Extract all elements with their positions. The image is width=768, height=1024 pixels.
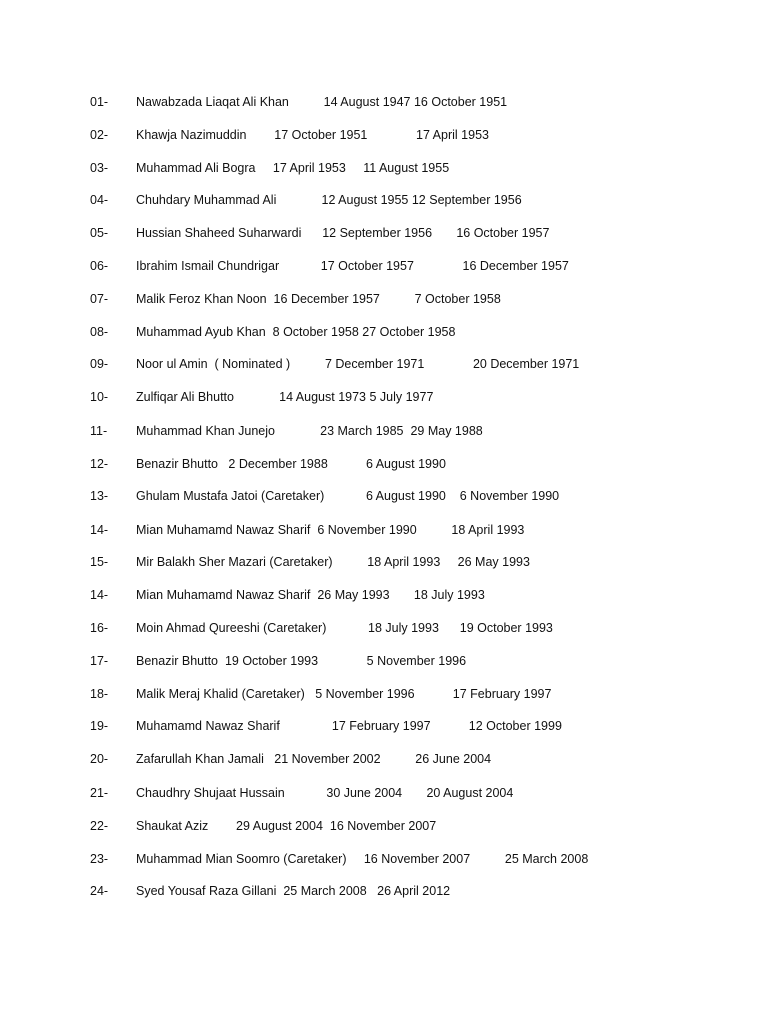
item-text: Nawabzada Liaqat Ali Khan 14 August 1947 16 October 1951 (136, 95, 508, 109)
item-number: 10- (90, 390, 109, 404)
item-number: 08- (90, 325, 109, 339)
list-item (0, 716, 768, 736)
item-text: Malik Feroz Khan Noon 16 December 1957 7 October 1958 (136, 292, 501, 306)
item-text: Mian Muhamamd Nawaz Sharif 6 November 1990 18 April 1993 (136, 523, 525, 537)
item-text: Khawja Nazimuddin 17 October 1951 17 April 1953 (136, 128, 489, 142)
item-text: Zulfiqar Ali Bhutto 14 August 1973 5 July 1977 (136, 390, 434, 404)
item-text: Syed Yousaf Raza Gillani 25 March 2008 26 April 2012 (136, 884, 451, 898)
list-item (0, 486, 768, 506)
list-item (0, 421, 768, 441)
item-text: Mir Balakh Sher Mazari (Caretaker) 18 April 1993 26 May 1993 (136, 555, 530, 569)
list-item (0, 520, 768, 540)
item-number: 01- (90, 95, 109, 109)
item-number: 16- (90, 621, 109, 635)
item-number: 13- (90, 489, 109, 503)
item-number: 21- (90, 786, 109, 800)
item-number: 14- (90, 588, 109, 602)
item-text: Chaudhry Shujaat Hussain 30 June 2004 20 August 2004 (136, 786, 514, 800)
list-item (0, 454, 768, 474)
list-item (0, 322, 768, 342)
list-item (0, 354, 768, 374)
list-item (0, 881, 768, 901)
item-number: 14- (90, 523, 109, 537)
item-number: 22- (90, 819, 109, 833)
item-number: 02- (90, 128, 109, 142)
item-number: 07- (90, 292, 109, 306)
list-item (0, 651, 768, 671)
item-text: Muhammad Mian Soomro (Caretaker) 16 November 2007 25 March 2008 (136, 852, 589, 866)
item-number: 11- (90, 424, 108, 438)
item-number: 15- (90, 555, 109, 569)
item-number: 24- (90, 884, 109, 898)
item-text: Zafarullah Khan Jamali 21 November 2002 26 June 2004 (136, 752, 492, 766)
item-text: Moin Ahmad Qureeshi (Caretaker) 18 July 1993 19 October 1993 (136, 621, 553, 635)
item-text: Chuhdary Muhammad Ali 12 August 1955 12 September 1956 (136, 193, 522, 207)
list-item (0, 125, 768, 145)
item-text: Muhammad Ayub Khan 8 October 1958 27 October 1958 (136, 325, 456, 339)
item-number: 18- (90, 687, 109, 701)
list-item (0, 585, 768, 605)
list-item (0, 849, 768, 869)
list-item (0, 190, 768, 210)
item-text: Malik Meraj Khalid (Caretaker) 5 November 1996 17 February 1997 (136, 687, 552, 701)
item-text: Muhammad Ali Bogra 17 April 1953 11 August 1955 (136, 161, 450, 175)
list-item (0, 618, 768, 638)
item-text: Noor ul Amin ( Nominated ) 7 December 1971 20 December 1971 (136, 357, 580, 371)
list-item (0, 289, 768, 309)
item-number: 17- (90, 654, 109, 668)
list-item (0, 783, 768, 803)
list-item (0, 256, 768, 276)
list-item (0, 816, 768, 836)
item-number: 19- (90, 719, 109, 733)
list-item (0, 92, 768, 112)
list-item (0, 749, 768, 769)
item-text: Benazir Bhutto 19 October 1993 5 November 1996 (136, 654, 467, 668)
item-text: Muhamamd Nawaz Sharif 17 February 1997 12 October 1999 (136, 719, 562, 733)
item-number: 04- (90, 193, 109, 207)
item-number: 20- (90, 752, 109, 766)
item-text: Ibrahim Ismail Chundrigar 17 October 1957 16 December 1957 (136, 259, 569, 273)
item-text: Hussian Shaheed Suharwardi 12 September 1956 16 October 1957 (136, 226, 550, 240)
item-number: 05- (90, 226, 109, 240)
item-number: 06- (90, 259, 109, 273)
list-item (0, 158, 768, 178)
list-item (0, 552, 768, 572)
list-item (0, 387, 768, 407)
item-text: Muhammad Khan Junejo 23 March 1985 29 May 1988 (136, 424, 483, 438)
list-item (0, 223, 768, 243)
list-item (0, 684, 768, 704)
item-number: 23- (90, 852, 109, 866)
item-text: Benazir Bhutto 2 December 1988 6 August 1990 (136, 457, 446, 471)
item-text: Shaukat Aziz 29 August 2004 16 November 2007 (136, 819, 437, 833)
item-number: 03- (90, 161, 109, 175)
item-number: 12- (90, 457, 109, 471)
item-text: Mian Muhamamd Nawaz Sharif 26 May 1993 18 July 1993 (136, 588, 485, 602)
item-text: Ghulam Mustafa Jatoi (Caretaker) 6 August 1990 6 November 1990 (136, 489, 560, 503)
item-number: 09- (90, 357, 109, 371)
